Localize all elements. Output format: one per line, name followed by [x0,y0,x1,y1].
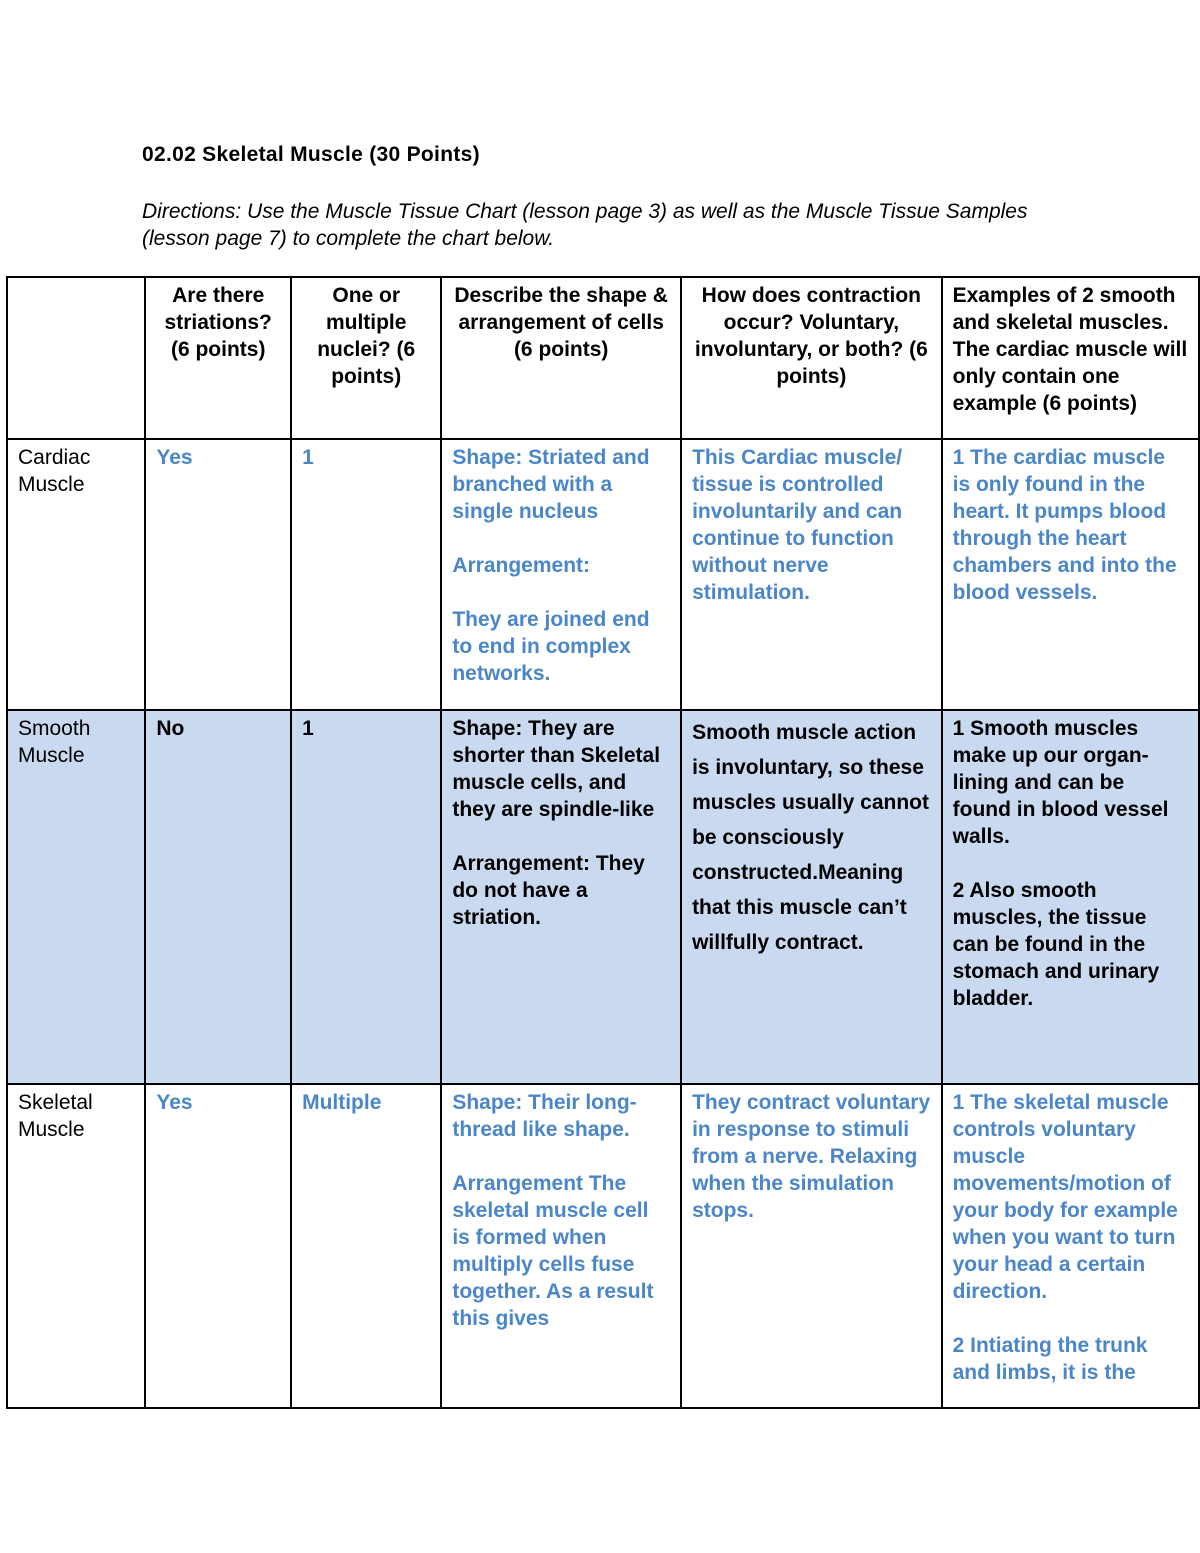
cardiac-striations: Yes [145,439,291,710]
header-contraction: How does contraction occur? Voluntary, involuntary, or both? (6 points) [681,277,942,439]
skeletal-row [7,1084,1199,1408]
skeletal-contraction: They contract voluntary in response to stimuli from a nerve. Relaxing when the simulation stops. [681,1084,942,1408]
row-label-cardiac: Cardiac Muscle [7,439,145,710]
skeletal-example-2: 2 Intiating the trunk and limbs, it is the [952,1334,1148,1384]
skeletal-example-1: 1 The skeletal muscle controls voluntary muscle movements/motion of your body for example when you want to turn your head a certain direction. [952,1091,1178,1303]
cardiac-arrangement: They are joined end to end in complex networks. [452,608,650,685]
skeletal-striations: Yes [145,1084,291,1408]
cardiac-shape-cell [441,439,681,710]
smooth-shape: Shape: They are shorter than Skeletal muscle cells, and they are spindle-like [452,717,661,821]
smooth-example-1: 1 Smooth muscles make up our organ-lining and can be found in blood vessel walls. [952,717,1169,848]
smooth-row [7,710,1199,1084]
skeletal-examples-cell [942,1084,1199,1408]
header-shape: Describe the shape & arrangement of cells (6 points) [441,277,681,439]
smooth-arrangement: Arrangement: They do not have a striation. [452,852,645,929]
smooth-striations: No [145,710,291,1084]
smooth-contraction: Smooth muscle action is involuntary, so these muscles usually cannot be consciously constructed.Meaning that this muscle can’t willfully contract. [681,710,942,1084]
cardiac-example-1: 1 The cardiac muscle is only found in the heart. It pumps blood through the heart chambers and into the blood vessels. [942,439,1199,710]
cardiac-contraction: This Cardiac muscle/ tissue is controlled involuntarily and can continue to function without nerve stimulation. [681,439,942,710]
cardiac-shape: Shape: Striated and branched with a single nucleus [452,446,650,523]
skeletal-nuclei: Multiple [291,1084,441,1408]
smooth-shape-cell [441,710,681,1084]
skeletal-shape: Shape: Their long-thread like shape. [452,1091,637,1141]
header-empty-cell [7,277,145,439]
header-striations: Are there striations? (6 points) [145,277,291,439]
cardiac-nuclei: 1 [291,439,441,710]
row-label-smooth: Smooth Muscle [7,710,145,1084]
directions-text: Directions: Use the Muscle Tissue Chart (lesson page 3) as well as the Muscle Tissue Samples (lesson page 7) to complete the chart below. [142,200,1028,250]
smooth-examples-cell [942,710,1199,1084]
smooth-example-2: 2 Also smooth muscles, the tissue can be found in the stomach and urinary bladder. [952,879,1160,1010]
skeletal-arrangement: Arrangement The skeletal muscle cell is formed when multiply cells fuse together. As a result this gives [452,1172,654,1330]
row-label-skeletal: Skeletal Muscle [7,1084,145,1408]
smooth-nuclei: 1 [291,710,441,1084]
header-row [7,277,1199,439]
cardiac-row [7,439,1199,710]
document-title: 02.02 Skeletal Muscle (30 Points) [142,143,480,166]
skeletal-shape-cell [441,1084,681,1408]
header-nuclei: One or multiple nuclei? (6 points) [291,277,441,439]
cardiac-arrangement-label: Arrangement: [452,554,591,577]
header-examples: Examples of 2 smooth and skeletal muscles. The cardiac muscle will only contain one example (6 points) [942,277,1199,439]
muscle-tissue-chart [6,276,1200,1409]
